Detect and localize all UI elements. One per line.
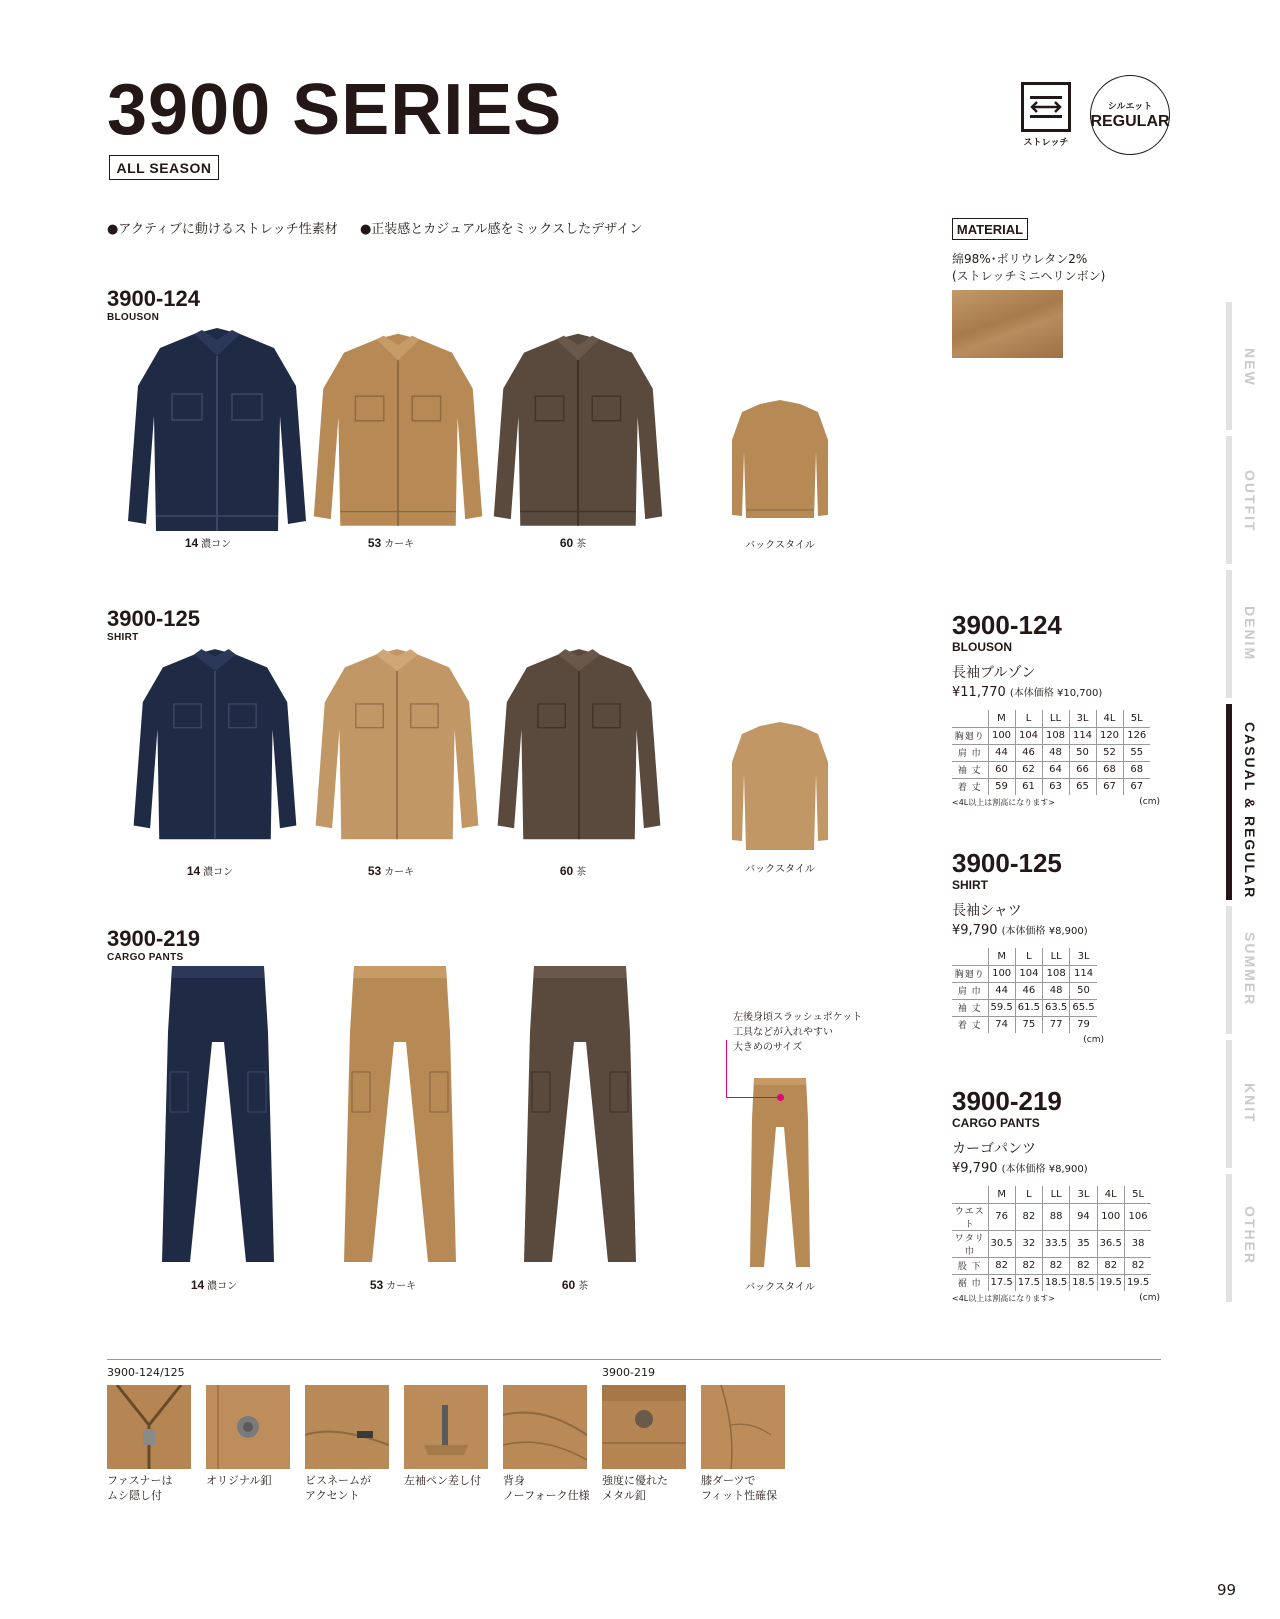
size-table-corner [952,710,988,727]
back-style-caption: バックスタイル [745,864,815,875]
size-value: 77 [1043,1016,1070,1033]
pants-navy-image [158,962,278,1272]
size-value: 65.5 [1070,999,1097,1016]
size-value: 82 [1124,1257,1151,1274]
size-value: 50 [1069,744,1096,761]
pointer-dot [777,1094,784,1101]
detail-bisname [305,1385,389,1503]
tab-label-outfit[interactable]: OUTFIT [1242,470,1258,533]
size-value: 67 [1096,778,1123,795]
tab-outfit[interactable] [1226,436,1232,564]
size-unit: (cm) [1083,1035,1104,1045]
size-value: 114 [1070,965,1097,982]
size-header: 5L [1123,710,1150,727]
size-header: LL [1042,710,1069,727]
color-caption-navy: 14 濃コン [190,1278,238,1292]
blouson-brown-image [490,326,666,542]
color-caption-brown: 60 茶 [561,1278,589,1292]
color-caption-navy: 14 濃コン [186,864,234,878]
size-row [952,999,1097,1016]
material-badge: MATERIAL [952,218,1028,240]
color-caption-khaki: 53 カーキ [367,864,415,878]
size-value: 36.5 [1097,1230,1124,1257]
series-title: 3900 SERIES [107,70,563,150]
size-value: 63 [1042,778,1069,795]
pocket-note-line: 大きめのサイズ [733,1042,803,1053]
detail-knee-darts-image [701,1385,785,1469]
tab-label-knit[interactable]: KNIT [1242,1083,1258,1124]
detail-caption: フィット性確保 [701,1489,778,1502]
size-note: <4L以上は割高になります> [952,798,1055,807]
color-caption-navy: 14 濃コン [184,536,232,550]
detail-caption: 強度に優れた [602,1474,668,1487]
size-row-label: ウエスト [952,1203,988,1230]
detail-caption: 背身 [503,1474,525,1487]
detail-group-label: 3900-219 [602,1366,655,1379]
pants-back-image [748,1075,812,1273]
tab-denim[interactable] [1226,570,1232,698]
size-value: 33.5 [1043,1230,1070,1257]
tab-label-denim[interactable]: DENIM [1242,606,1258,662]
detail-metal-button-image [602,1385,686,1469]
pants-khaki-image [340,962,460,1272]
size-row-label: 袖 丈 [952,761,988,778]
size-value: 44 [988,744,1015,761]
divider [107,1359,1161,1360]
size-header: M [988,710,1015,727]
size-row [952,982,1097,999]
size-header: 3L [1069,710,1096,727]
size-row [952,965,1097,982]
product-code: 3900-125 [952,848,1062,878]
size-value: 82 [1070,1257,1097,1274]
size-value: 50 [1070,982,1097,999]
size-value: 88 [1043,1203,1070,1230]
product-price: ¥9,790 (本体価格 ¥8,900) [952,1161,1088,1176]
size-row [952,1274,1151,1291]
size-value: 62 [1015,761,1042,778]
size-value: 65 [1069,778,1096,795]
size-value: 108 [1042,727,1069,744]
product-name: SHIRT [952,878,988,892]
size-row [952,727,1150,744]
size-value: 108 [1043,965,1070,982]
size-value: 59.5 [988,999,1015,1016]
silhouette-value: REGULAR [1090,113,1170,130]
detail-caption: 左袖ペン差し付 [404,1474,481,1487]
product-code: 3900-219 [952,1086,1062,1116]
shirt-navy-image [130,642,300,850]
size-value: 46 [1015,744,1042,761]
size-value: 82 [1097,1257,1124,1274]
size-value: 48 [1043,982,1070,999]
color-caption-brown: 60 茶 [559,536,587,550]
tab-label-casual-regular[interactable]: CASUAL & REGULAR [1242,722,1258,900]
size-value: 68 [1096,761,1123,778]
tab-summer[interactable] [1226,906,1232,1034]
detail-button [206,1385,290,1488]
silhouette-label: シルエット [1107,102,1153,112]
pants-brown-image [520,962,640,1272]
size-header: L [1015,710,1042,727]
tab-label-other[interactable]: OTHER [1242,1206,1258,1265]
size-value: 82 [988,1257,1015,1274]
feature-list [107,218,660,237]
pointer-line [726,1097,781,1098]
size-row [952,778,1150,795]
size-value: 66 [1069,761,1096,778]
size-row [952,744,1150,761]
size-value: 82 [1015,1257,1042,1274]
size-row [952,761,1150,778]
detail-caption: ノーフォーク仕様 [503,1489,590,1502]
stretch-icon [1018,82,1074,150]
size-value: 19.5 [1097,1274,1124,1291]
size-value: 67 [1123,778,1150,795]
size-value: 44 [988,982,1015,999]
detail-caption: 膝ダーツで [701,1474,756,1487]
stretch-label: ストレッチ [1023,138,1069,148]
pointer-line [726,1040,727,1098]
size-row-label: 股 下 [952,1257,988,1274]
size-row [952,1016,1097,1033]
size-row-label: 肩 巾 [952,982,988,999]
size-table-corner [952,1186,988,1203]
section-code: 3900-125 [107,606,200,631]
blouson-navy-image [124,326,310,542]
section-name: BLOUSON [107,312,160,323]
product-name-jp: 長袖ブルゾン [952,665,1036,681]
page-number: 99 [1217,1581,1237,1599]
tab-new[interactable] [1226,302,1232,430]
size-value: 35 [1070,1230,1097,1257]
size-value: 18.5 [1043,1274,1070,1291]
size-value: 104 [1015,727,1042,744]
size-value: 94 [1070,1203,1097,1230]
size-value: 82 [1043,1257,1070,1274]
pocket-note-line: 工具などが入れやすい [733,1027,833,1038]
size-row-label: 肩 巾 [952,744,988,761]
detail-pen-holder [404,1385,488,1488]
color-caption-khaki: 53 カーキ [369,1278,417,1292]
size-row-label: ワタリ巾 [952,1230,988,1257]
section-header-blouson [107,288,200,323]
size-header: M [988,1186,1015,1203]
size-header: 4L [1096,710,1123,727]
size-row [952,1230,1151,1257]
size-value: 114 [1069,727,1096,744]
material-weave: (ストレッチミニヘリンボン) [952,269,1106,283]
size-header: L [1015,1186,1042,1203]
size-value: 100 [988,965,1015,982]
product-price: ¥11,770 (本体価格 ¥10,700) [952,685,1103,700]
detail-metal-button [602,1385,686,1503]
size-value: 74 [988,1016,1015,1033]
color-caption-brown: 60 茶 [559,864,587,878]
size-value: 68 [1123,761,1150,778]
size-value: 30.5 [988,1230,1015,1257]
detail-bisname-image [305,1385,389,1469]
size-note: <4L以上は割高になります> [952,1294,1055,1303]
blouson-back-image [730,400,830,524]
section-name: SHIRT [107,632,139,643]
size-value: 19.5 [1124,1274,1151,1291]
detail-caption: ムシ隠し付 [107,1489,162,1502]
section-name: CARGO PANTS [107,952,184,963]
size-unit: (cm) [1139,797,1160,807]
size-header: LL [1043,948,1070,965]
section-header-cargo [107,928,200,963]
detail-zipper [107,1385,191,1503]
feature-item: ●正装感とカジュアル感をミックスしたデザイン [359,222,643,237]
color-caption-khaki: 53 カーキ [367,536,415,550]
detail-button-image [206,1385,290,1469]
size-value: 61 [1015,778,1042,795]
detail-caption: オリジナル釦 [206,1474,272,1487]
size-value: 75 [1015,1016,1042,1033]
material-swatch [952,290,1063,358]
detail-caption: メタル釦 [602,1489,646,1502]
material-text [952,251,1105,285]
size-value: 79 [1070,1016,1097,1033]
product-code: 3900-124 [952,610,1062,640]
back-style-caption: バックスタイル [745,540,815,551]
tab-casual-regular[interactable] [1226,704,1232,900]
product-spec-cargo [952,1088,1172,1304]
product-spec-blouson [952,612,1172,808]
section-code: 3900-124 [107,286,200,311]
season-badge: ALL SEASON [109,155,219,180]
shirt-back-image [730,722,830,854]
size-header: LL [1043,1186,1070,1203]
size-row-label: 袖 丈 [952,999,988,1016]
feature-item: ●アクティブに動けるストレッチ性素材 [107,222,338,237]
section-code: 3900-219 [107,926,200,951]
size-value: 60 [988,761,1015,778]
size-value: 59 [988,778,1015,795]
tab-label-summer[interactable]: SUMMER [1242,932,1258,1007]
size-value: 100 [1097,1203,1124,1230]
detail-caption: ファスナーは [107,1474,173,1487]
size-value: 64 [1042,761,1069,778]
pocket-note [733,1010,862,1055]
size-value: 126 [1123,727,1150,744]
detail-knee-darts [701,1385,785,1503]
detail-norfolk-image [503,1385,587,1469]
detail-zipper-image [107,1385,191,1469]
material-composition: 綿98%･ポリウレタン2% [952,252,1088,266]
size-value: 55 [1123,744,1150,761]
size-value: 32 [1015,1230,1042,1257]
detail-norfolk [503,1385,590,1503]
blouson-khaki-image [310,326,486,542]
size-value: 48 [1042,744,1069,761]
product-name-jp: カーゴパンツ [952,1141,1036,1157]
shirt-khaki-image [312,642,482,850]
size-row-label: 着 丈 [952,778,988,795]
back-style-caption: バックスタイル [745,1282,815,1293]
silhouette-badge [1090,75,1170,155]
size-row-label: 胸廻り [952,965,988,982]
size-value: 17.5 [988,1274,1015,1291]
size-value: 46 [1015,982,1042,999]
tab-label-new[interactable]: NEW [1242,348,1258,387]
size-value: 76 [988,1203,1015,1230]
product-price: ¥9,790 (本体価格 ¥8,900) [952,923,1088,938]
section-header-shirt [107,608,200,643]
size-row [952,1257,1151,1274]
tab-knit[interactable] [1226,1040,1232,1168]
size-row-label: 裾 巾 [952,1274,988,1291]
tab-other[interactable] [1226,1174,1232,1302]
product-name-jp: 長袖シャツ [952,903,1022,919]
product-spec-shirt [952,850,1172,1045]
size-value: 100 [988,727,1015,744]
product-name: BLOUSON [952,640,1012,654]
product-name: CARGO PANTS [952,1116,1040,1130]
size-value: 82 [1015,1203,1042,1230]
size-value: 17.5 [1015,1274,1042,1291]
size-unit: (cm) [1139,1293,1160,1303]
size-value: 18.5 [1070,1274,1097,1291]
detail-caption: ビスネームが [305,1474,371,1487]
size-table [952,948,1097,1033]
detail-group-label: 3900-124/125 [107,1366,185,1379]
size-row-label: 胸廻り [952,727,988,744]
size-value: 120 [1096,727,1123,744]
size-header: L [1015,948,1042,965]
size-table [952,710,1150,795]
size-value: 61.5 [1015,999,1042,1016]
size-table-corner [952,948,988,965]
shirt-brown-image [494,642,664,850]
size-header: 5L [1124,1186,1151,1203]
size-value: 104 [1015,965,1042,982]
size-row-label: 着 丈 [952,1016,988,1033]
size-header: M [988,948,1015,965]
size-row [952,1203,1151,1230]
detail-pen-holder-image [404,1385,488,1469]
size-value: 63.5 [1043,999,1070,1016]
size-header: 3L [1070,948,1097,965]
size-header: 3L [1070,1186,1097,1203]
size-value: 38 [1124,1230,1151,1257]
size-table [952,1186,1151,1291]
size-value: 106 [1124,1203,1151,1230]
size-value: 52 [1096,744,1123,761]
detail-caption: アクセント [305,1489,360,1502]
pocket-note-line: 左後身頃スラッシュポケット [733,1012,863,1023]
size-header: 4L [1097,1186,1124,1203]
